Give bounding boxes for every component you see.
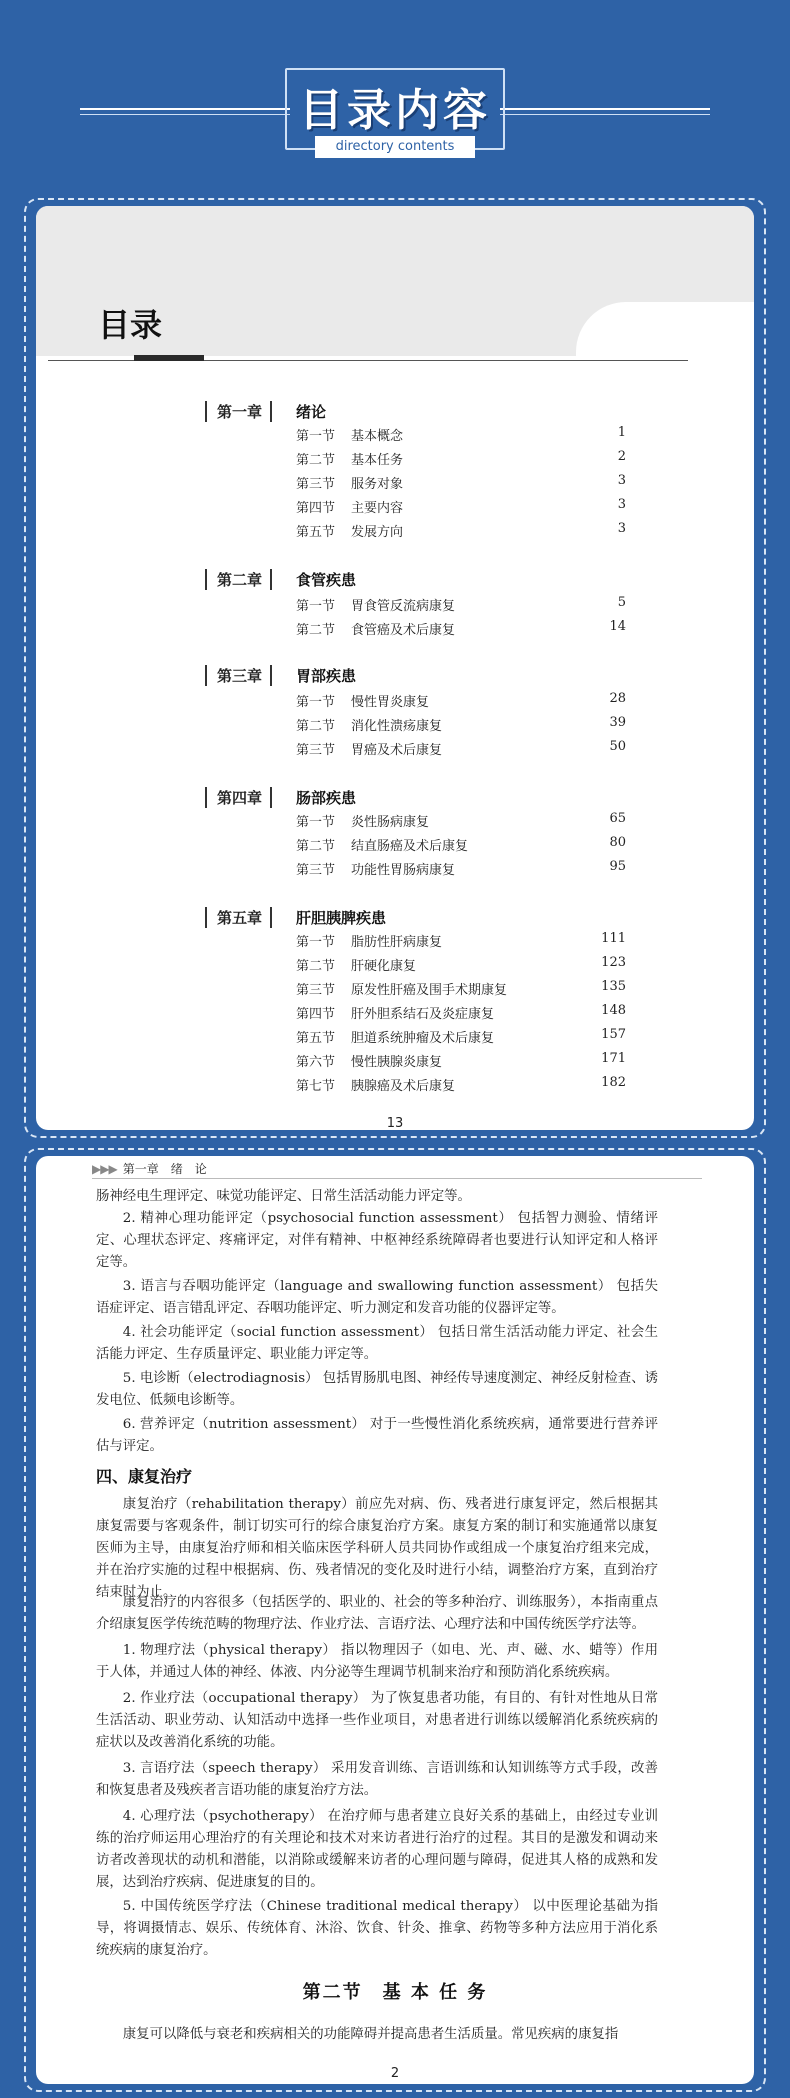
toc-section[interactable]: 第二节 食管癌及术后康复 14	[296, 619, 626, 638]
toc-heading: 目录	[98, 306, 163, 344]
toc-section[interactable]: 第三节 服务对象 3	[296, 473, 626, 492]
toc-section[interactable]: 第一节 慢性胃炎康复 28	[296, 691, 626, 710]
chapter-label: 第四章	[205, 787, 272, 808]
toc-section[interactable]: 第二节 结直肠癌及术后康复 80	[296, 835, 626, 854]
toc-section[interactable]: 第四节 肝外胆系结石及炎症康复 148	[296, 1003, 626, 1022]
paragraph: 1. 物理疗法（physical therapy） 指以物理因子（如电、光、声、磁、水、蜡等）作用于人体，并通过人体的神经、体液、内分泌等生理调节机制来治疗和预防消化系统疾病。	[96, 1643, 658, 1680]
chapter-title[interactable]: 食管疾患	[296, 571, 357, 589]
running-head-arrows-icon: ▶▶▶	[92, 1162, 117, 1176]
toc-section[interactable]: 第三节 原发性肝癌及围手术期康复 135	[296, 979, 626, 998]
header-banner	[0, 0, 790, 190]
header-rule-right	[500, 108, 710, 110]
header-rule-right-thin	[500, 114, 710, 115]
chapter-label: 第二章	[205, 569, 272, 590]
paragraph: 2. 精神心理功能评定（psychosocial function assessment） 包括智力测验、情绪评定、心理状态评定、疼痛评定，对伴有精神、中枢神经系统障碍者也要进行认知评定和人格评定等。	[96, 1211, 658, 1270]
page-subtitle: directory contents	[315, 136, 475, 158]
toc-section[interactable]: 第一节 胃食管反流病康复 5	[296, 595, 626, 614]
toc-section[interactable]: 第二节 消化性溃疡康复 39	[296, 715, 626, 734]
toc-section[interactable]: 第三节 功能性胃肠病康复 95	[296, 859, 626, 878]
toc-section[interactable]: 第二节 肝硬化康复 123	[296, 955, 626, 974]
paragraph: 3. 言语疗法（speech therapy） 采用发音训练、言语训练和认知训练等方式手段，改善和恢复患者及残疾者言语功能的康复治疗方法。	[96, 1761, 658, 1798]
content-page-number: 2	[390, 2066, 400, 2081]
toc-section[interactable]: 第三节 胃癌及术后康复 50	[296, 739, 626, 758]
chapter-title[interactable]: 胃部疾患	[296, 667, 357, 685]
chapter-title[interactable]: 肝胆胰脾疾患	[296, 909, 387, 927]
running-head: ▶▶▶ 第一章 绪 论	[92, 1162, 207, 1176]
toc-section[interactable]: 第一节 炎性肠病康复 65	[296, 811, 626, 830]
paragraph: 2. 作业疗法（occupational therapy） 为了恢复患者功能，有目的、有针对性地从日常生活活动、职业劳动、认知活动中选择一些作业项目，对患者进行训练以缓解消化系统疾病的症状以及改善消化系统的功能。	[96, 1691, 658, 1750]
paragraph: 康复治疗的内容很多（包括医学的、职业的、社会的等多种治疗、训练服务），本指南重点介绍康复医学传统范畴的物理疗法、作业疗法、言语疗法、心理疗法和中国传统医学疗法等。	[96, 1595, 658, 1632]
paragraph: 6. 营养评定（nutrition assessment） 对于一些慢性消化系统疾病，通常要进行营养评估与评定。	[96, 1417, 658, 1454]
toc-heading-underline	[134, 355, 204, 361]
chapter-title[interactable]: 肠部疾患	[296, 789, 357, 807]
toc-section[interactable]: 第一节 基本概念 1	[296, 425, 626, 444]
toc-section[interactable]: 第一节 脂肪性肝病康复 111	[296, 931, 626, 950]
page-title: 目录内容	[299, 85, 491, 136]
paragraph: 康复治疗（rehabilitation therapy）前应先对病、伤、残者进行康复评定，然后根据其康复需要与客观条件，制订切实可行的综合康复治疗方案。康复方案的制订和实施通常以康复医师为主导，由康复治疗师和相关临床医学科研人员共同协作或组成一个康复治疗组来完成，并在治疗实施的过程中根据病、伤、残者情况的变化及时进行小结，调整治疗方案，直到治疗结束时为止。	[96, 1497, 658, 1600]
paragraph: 康复可以降低与衰老和疾病相关的功能障碍并提高患者生活质量。常见疾病的康复指	[122, 2027, 619, 2042]
paragraph: 5. 中国传统医学疗法（Chinese traditional medical therapy） 以中医理论基础为指导，将调摄情志、娱乐、传统体育、沐浴、饮食、针灸、推拿、药物等多种方法应用于消化系统疾病的康复治疗。	[96, 1899, 658, 1958]
chapter-label: 第三章	[205, 665, 272, 686]
chapter-label: 第五章	[205, 907, 272, 928]
toc-section[interactable]: 第二节 基本任务 2	[296, 449, 626, 468]
running-head-rule	[92, 1178, 702, 1179]
header-rule-left	[80, 108, 290, 110]
chapter-label: 第一章	[205, 401, 272, 422]
paragraph: 肠神经电生理评定、味觉功能评定、日常生活活动能力评定等。	[96, 1189, 471, 1204]
paragraph: 5. 电诊断（electrodiagnosis） 包括胃肠肌电图、神经传导速度测定、神经反射检查、诱发电位、低频电诊断等。	[96, 1371, 658, 1408]
toc-section[interactable]: 第六节 慢性胰腺炎康复 171	[296, 1051, 626, 1070]
paragraph: 4. 社会功能评定（social function assessment） 包括日常生活活动能力评定、社会生活能力评定、生存质量评定、职业能力评定等。	[96, 1325, 658, 1362]
section-title-center: 第二节 基 本 任 务	[302, 1982, 488, 2003]
toc-page-number: 13	[386, 1116, 404, 1131]
chapter-title[interactable]: 绪论	[296, 403, 327, 421]
header-rule-left-thin	[80, 114, 290, 115]
toc-section[interactable]: 第七节 胰腺癌及术后康复 182	[296, 1075, 626, 1094]
toc-section[interactable]: 第五节 发展方向 3	[296, 521, 626, 540]
section-heading: 四、康复治疗	[96, 1467, 193, 1486]
paragraph: 3. 语言与吞咽功能评定（language and swallowing function assessment） 包括失语症评定、语言错乱评定、吞咽功能评定、听力测定和发音功能的仪器评定等。	[96, 1279, 658, 1316]
toc-section[interactable]: 第四节 主要内容 3	[296, 497, 626, 516]
paragraph: 4. 心理疗法（psychotherapy） 在治疗师与患者建立良好关系的基础上，由经过专业训练的治疗师运用心理治疗的有关理论和技术对来访者进行治疗的过程。其目的是激发和调动来访者改善现状的动机和潜能，以消除或缓解来访者的心理问题与障碍，促进其人格的成熟和发展，达到治疗疾病、促进康复的目的。	[96, 1809, 658, 1890]
toc-section[interactable]: 第五节 胆道系统肿瘤及术后康复 157	[296, 1027, 626, 1046]
